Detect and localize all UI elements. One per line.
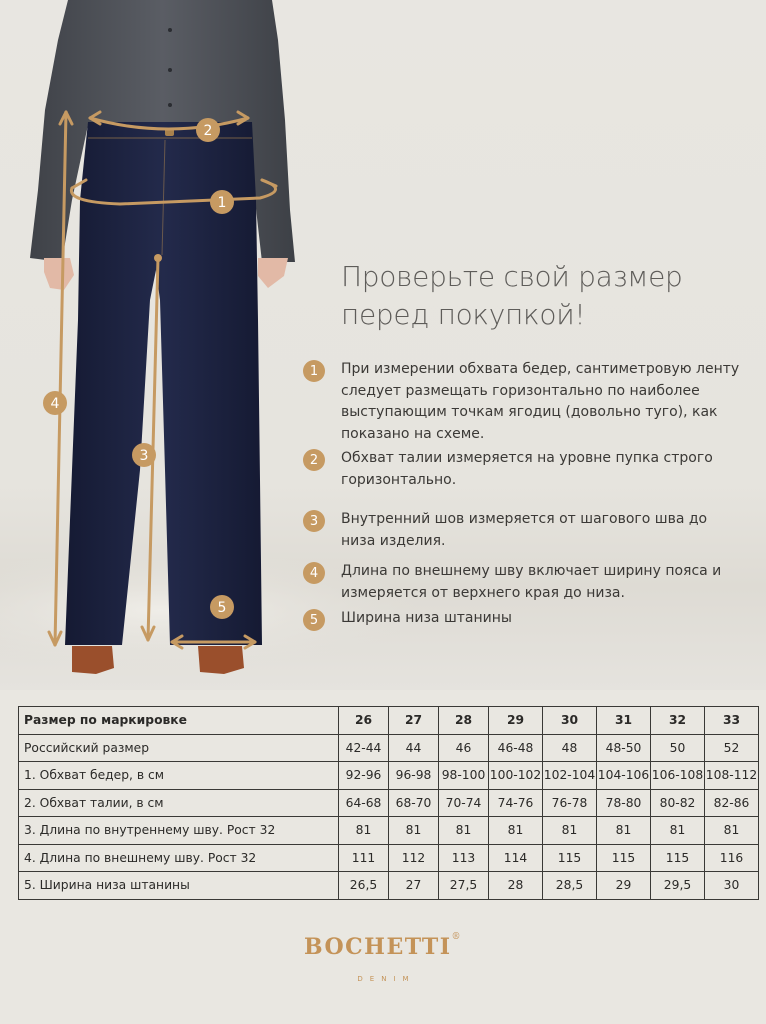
table-cell: 104-106	[597, 762, 651, 790]
table-cell: 46	[439, 734, 489, 762]
table-cell: 92-96	[339, 762, 389, 790]
shirt-button	[168, 103, 172, 107]
table-cell: 80-82	[651, 789, 705, 817]
table-header-cell: 26	[339, 707, 389, 735]
table-cell: 113	[439, 844, 489, 872]
table-cell: 1. Обхват бедер, в см	[19, 762, 339, 790]
table-cell: 81	[597, 817, 651, 845]
table-row	[19, 789, 759, 817]
shirt-button	[168, 68, 172, 72]
instruction-text: Внутренний шов измеряется от шагового шва до низа изделия.	[341, 511, 708, 549]
instruction-item	[303, 509, 741, 552]
instruction-item	[303, 359, 741, 445]
inseam-start-dot	[154, 254, 162, 262]
size-table	[18, 706, 759, 900]
table-header-cell: 31	[597, 707, 651, 735]
marker-1	[210, 190, 234, 214]
table-header-row	[19, 707, 759, 735]
marker-5	[210, 595, 234, 619]
table-cell: 81	[339, 817, 389, 845]
table-cell: 115	[543, 844, 597, 872]
table-cell: 96-98	[389, 762, 439, 790]
table-cell: 82-86	[705, 789, 759, 817]
table-header-cell: 28	[439, 707, 489, 735]
table-cell: 81	[439, 817, 489, 845]
table-cell: 100-102	[489, 762, 543, 790]
table-cell: 106-108	[651, 762, 705, 790]
page-title	[341, 258, 741, 334]
svg-text:2: 2	[203, 123, 213, 139]
table-cell: 50	[651, 734, 705, 762]
table-header-cell: 30	[543, 707, 597, 735]
number-badge: 5	[303, 609, 325, 631]
instruction-item	[303, 608, 741, 631]
registered-mark: ®	[451, 932, 462, 942]
table-header-cell: 29	[489, 707, 543, 735]
table-cell: 81	[389, 817, 439, 845]
table-cell: 102-104	[543, 762, 597, 790]
table-cell: 5. Ширина низа штанины	[19, 872, 339, 900]
svg-text:4: 4	[50, 396, 60, 412]
number-badge: 4	[303, 562, 325, 584]
svg-text:1: 1	[217, 195, 227, 211]
table-cell: 29	[597, 872, 651, 900]
table-cell: 81	[705, 817, 759, 845]
table-cell: 115	[597, 844, 651, 872]
table-cell: 68-70	[389, 789, 439, 817]
table-cell: 29,5	[651, 872, 705, 900]
number-badge: 2	[303, 449, 325, 471]
table-header-cell: 33	[705, 707, 759, 735]
svg-text:3: 3	[139, 448, 149, 464]
title-line-2: перед покупкой!	[341, 298, 586, 331]
table-cell: 111	[339, 844, 389, 872]
marker-2	[196, 118, 220, 142]
table-cell: Российский размер	[19, 734, 339, 762]
table-cell: 44	[389, 734, 439, 762]
table-cell: 42-44	[339, 734, 389, 762]
table-cell: 64-68	[339, 789, 389, 817]
table-cell: 27,5	[439, 872, 489, 900]
table-cell: 98-100	[439, 762, 489, 790]
table-cell: 116	[705, 844, 759, 872]
brand-subtitle: DENIM	[357, 975, 416, 983]
table-cell: 81	[543, 817, 597, 845]
instruction-item	[303, 561, 741, 604]
table-header-cell: Размер по маркировке	[19, 707, 339, 735]
number-badge: 3	[303, 510, 325, 532]
right-hand	[258, 258, 288, 288]
table-row	[19, 762, 759, 790]
number-badge: 1	[303, 360, 325, 382]
table-cell: 81	[489, 817, 543, 845]
table-cell: 70-74	[439, 789, 489, 817]
table-cell: 28	[489, 872, 543, 900]
instruction-item	[303, 448, 741, 491]
table-row	[19, 844, 759, 872]
table-cell: 52	[705, 734, 759, 762]
table-cell: 108-112	[705, 762, 759, 790]
table-row	[19, 817, 759, 845]
table-cell: 81	[651, 817, 705, 845]
table-cell: 3. Длина по внутреннему шву. Рост 32	[19, 817, 339, 845]
title-line-1: Проверьте свой размер	[341, 260, 683, 293]
instruction-text: Длина по внешнему шву включает ширину пояса и измеряется от верхнего края до низа.	[341, 563, 722, 601]
table-row	[19, 734, 759, 762]
table-header-cell: 32	[651, 707, 705, 735]
table-cell: 26,5	[339, 872, 389, 900]
left-shoe	[72, 646, 114, 674]
table-row	[19, 872, 759, 900]
instruction-text: Обхват талии измеряется на уровне пупка строго горизонтально.	[341, 450, 713, 488]
left-hand	[44, 258, 74, 290]
table-cell: 48-50	[597, 734, 651, 762]
brand-logo	[0, 934, 766, 960]
svg-text:5: 5	[217, 600, 227, 616]
table-cell: 46-48	[489, 734, 543, 762]
marker-3	[132, 443, 156, 467]
table-cell: 28,5	[543, 872, 597, 900]
right-shoe	[198, 646, 244, 674]
table-cell: 27	[389, 872, 439, 900]
table-cell: 74-76	[489, 789, 543, 817]
table-cell: 115	[651, 844, 705, 872]
brand-name: BOCHETTI	[304, 934, 452, 960]
instruction-text: Ширина низа штанины	[341, 610, 512, 626]
table-header-cell: 27	[389, 707, 439, 735]
table-cell: 112	[389, 844, 439, 872]
table-cell: 30	[705, 872, 759, 900]
table-cell: 2. Обхват талии, в см	[19, 789, 339, 817]
table-cell: 48	[543, 734, 597, 762]
table-cell: 4. Длина по внешнему шву. Рост 32	[19, 844, 339, 872]
marker-4	[43, 391, 67, 415]
shirt-button	[168, 28, 172, 32]
table-cell: 76-78	[543, 789, 597, 817]
instruction-text: При измерении обхвата бедер, сантиметровую ленту следует размещать горизонтально по наиболее выступающим точкам ягодиц (довольно туго), как показано на схеме.	[341, 361, 740, 442]
table-cell: 114	[489, 844, 543, 872]
table-cell: 78-80	[597, 789, 651, 817]
